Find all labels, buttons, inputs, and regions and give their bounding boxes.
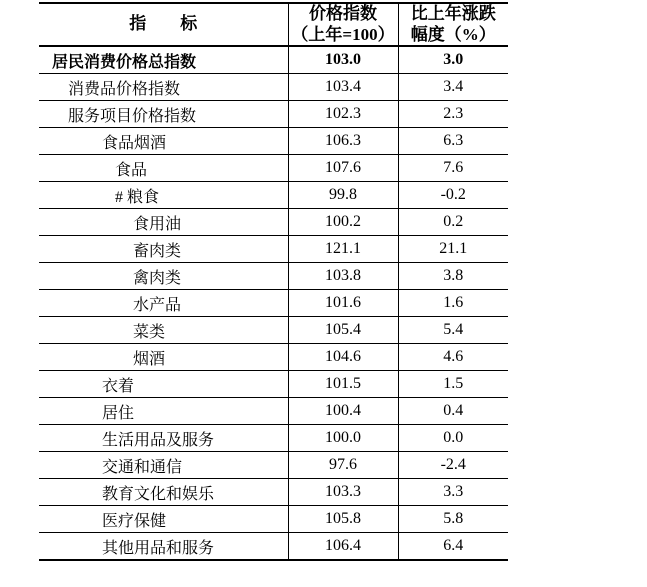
indicator-cell: 医疗保健 (39, 506, 288, 533)
price-index-cell: 103.0 (288, 46, 398, 74)
price-index-cell: 97.6 (288, 452, 398, 479)
price-index-cell: 99.8 (288, 182, 398, 209)
indicator-cell: 烟酒 (39, 344, 288, 371)
indicator-cell: 食品烟酒 (39, 128, 288, 155)
price-index-cell: 100.0 (288, 425, 398, 452)
table-row (39, 182, 508, 209)
price-index-cell: 106.4 (288, 533, 398, 561)
change-cell: 6.4 (398, 533, 508, 561)
indicator-cell: 居住 (39, 398, 288, 425)
indicator-cell: # 粮食 (39, 182, 288, 209)
change-cell: 5.8 (398, 506, 508, 533)
price-index-cell: 107.6 (288, 155, 398, 182)
price-index-cell: 105.8 (288, 506, 398, 533)
change-cell: 2.3 (398, 101, 508, 128)
indicator-cell: 食用油 (39, 209, 288, 236)
indicator-cell: 生活用品及服务 (39, 425, 288, 452)
table-row (39, 290, 508, 317)
price-index-cell: 103.8 (288, 263, 398, 290)
change-cell: 7.6 (398, 155, 508, 182)
indicator-cell: 消费品价格指数 (39, 74, 288, 101)
table-row (39, 128, 508, 155)
change-cell: 3.0 (398, 46, 508, 74)
indicator-cell: 教育文化和娱乐 (39, 479, 288, 506)
indicator-cell: 居民消费价格总指数 (39, 46, 288, 74)
table-row (39, 74, 508, 101)
price-index-cell: 103.4 (288, 74, 398, 101)
price-index-table (39, 2, 508, 561)
indicator-cell: 服务项目价格指数 (39, 101, 288, 128)
indicator-cell: 其他用品和服务 (39, 533, 288, 561)
change-cell: -2.4 (398, 452, 508, 479)
price-index-cell: 104.6 (288, 344, 398, 371)
table-row (39, 101, 508, 128)
indicator-cell: 畜肉类 (39, 236, 288, 263)
table-row (39, 344, 508, 371)
col-header-indicator: 指 标 (39, 3, 288, 46)
price-index-cell: 121.1 (288, 236, 398, 263)
change-cell: 0.4 (398, 398, 508, 425)
price-index-cell: 100.4 (288, 398, 398, 425)
change-cell: 3.8 (398, 263, 508, 290)
col-header-change: 比上年涨跌 幅度（%） (398, 3, 508, 46)
indicator-cell: 菜类 (39, 317, 288, 344)
change-cell: 1.5 (398, 371, 508, 398)
change-cell: 6.3 (398, 128, 508, 155)
table-row (39, 479, 508, 506)
table-row (39, 263, 508, 290)
change-cell: 0.2 (398, 209, 508, 236)
table-row (39, 506, 508, 533)
change-cell: 3.4 (398, 74, 508, 101)
change-cell: 4.6 (398, 344, 508, 371)
table-row (39, 155, 508, 182)
indicator-cell: 衣着 (39, 371, 288, 398)
table-header (39, 3, 508, 46)
change-cell: 3.3 (398, 479, 508, 506)
price-index-cell: 101.6 (288, 290, 398, 317)
table-row (39, 452, 508, 479)
change-cell: 21.1 (398, 236, 508, 263)
price-index-cell: 103.3 (288, 479, 398, 506)
change-cell: 5.4 (398, 317, 508, 344)
price-index-cell: 105.4 (288, 317, 398, 344)
price-index-cell: 101.5 (288, 371, 398, 398)
price-index-cell: 100.2 (288, 209, 398, 236)
table-row (39, 46, 508, 74)
price-index-cell: 102.3 (288, 101, 398, 128)
price-index-cell: 106.3 (288, 128, 398, 155)
change-cell: -0.2 (398, 182, 508, 209)
table-row (39, 317, 508, 344)
change-cell: 0.0 (398, 425, 508, 452)
table-row (39, 398, 508, 425)
table-row (39, 425, 508, 452)
indicator-cell: 交通和通信 (39, 452, 288, 479)
table-body (39, 46, 508, 560)
indicator-cell: 食品 (39, 155, 288, 182)
indicator-cell: 禽肉类 (39, 263, 288, 290)
indicator-cell: 水产品 (39, 290, 288, 317)
table-row (39, 533, 508, 561)
header-row (39, 3, 508, 46)
col-header-price-index: 价格指数 （上年=100） (288, 3, 398, 46)
table-row (39, 371, 508, 398)
change-cell: 1.6 (398, 290, 508, 317)
table-row (39, 236, 508, 263)
table-row (39, 209, 508, 236)
